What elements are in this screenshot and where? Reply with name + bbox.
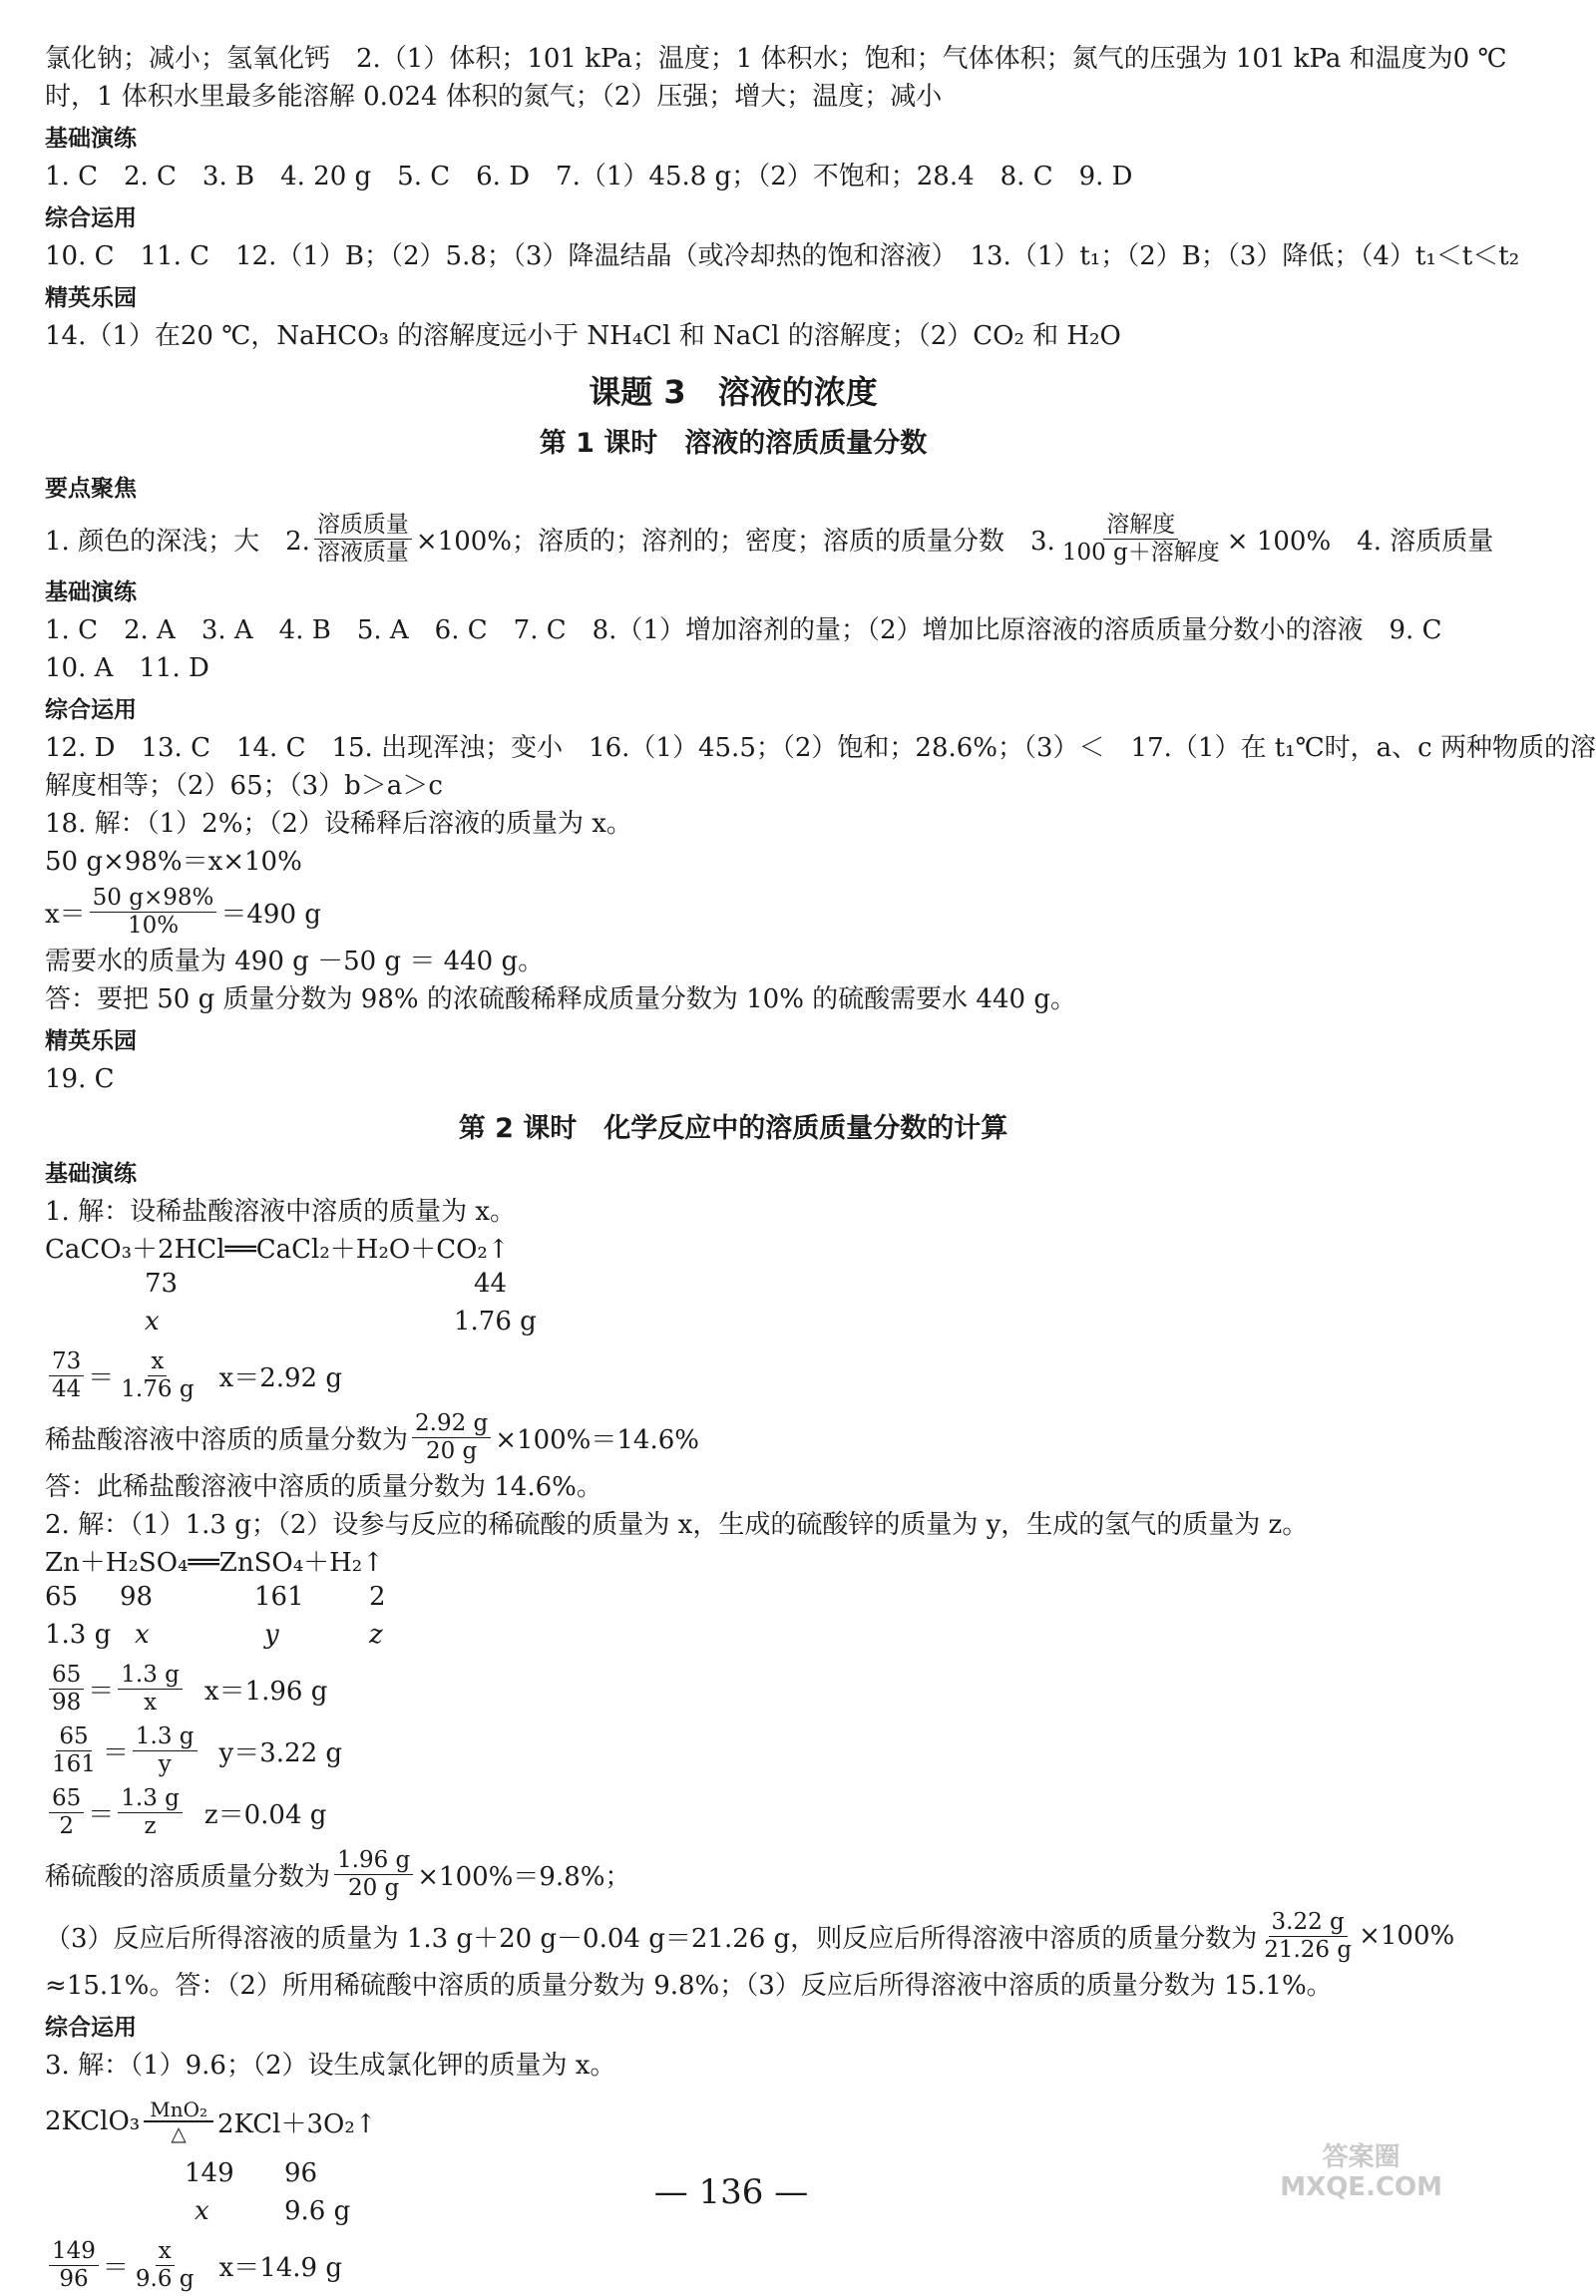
molar-mass: 2 bbox=[369, 1582, 386, 1612]
denominator: y bbox=[158, 1750, 172, 1777]
text-segment: × 100% 4. 溶质质量 bbox=[1226, 526, 1494, 557]
denominator: 44 bbox=[52, 1375, 82, 1402]
denominator: x bbox=[144, 1689, 158, 1716]
molar-mass: 96 bbox=[284, 2158, 318, 2188]
formula-line bbox=[45, 1406, 1421, 1468]
product: 2KCl＋3O₂↑ bbox=[217, 2108, 377, 2139]
numerator: x bbox=[156, 2238, 175, 2266]
text-segment: （3）反应后所得溶液的质量为 1.3 g＋20 g－0.04 g＝21.26 g，则反应后所得溶液中溶质的质量分数为 bbox=[45, 1923, 1258, 1954]
formula-line bbox=[45, 1720, 1421, 1781]
molar-mass: 149 bbox=[185, 2158, 234, 2188]
section-heading: 综合运用 bbox=[45, 205, 137, 231]
numerator: 2.92 g bbox=[412, 1410, 491, 1438]
molar-mass: 98 bbox=[120, 1582, 154, 1612]
numerator: 149 bbox=[49, 2238, 99, 2266]
fraction bbox=[90, 885, 217, 940]
page-content bbox=[45, 40, 1596, 2296]
answer-line: 10. C 11. C 12.（1）B；（2）5.8；（3）降温结晶（或冷却热的饱和溶液） 13.（1）t₁；（2）B；（3）降低；（4）t₁＜t＜t₂ bbox=[45, 241, 1520, 271]
answer-line: 解度相等；（2）65；（3）b＞a＞c bbox=[45, 771, 443, 801]
heat-symbol: △ bbox=[171, 2121, 187, 2145]
variable: z bbox=[369, 1620, 383, 1650]
text-segment: x＝14.9 g bbox=[218, 2252, 343, 2283]
answer-line: 12. D 13. C 14. C 15. 出现浑浊；变小 16.（1）45.5；（2）饱和；28.6%；（3）＜ 17.（1）在 t₁℃时，a、c 两种物质的溶 bbox=[45, 733, 1596, 763]
text-segment: ×100%；溶质的；溶剂的；密度；溶质的质量分数 3. bbox=[415, 526, 1055, 557]
chemical-equation: Zn＋H₂SO₄══ZnSO₄＋H₂↑ bbox=[45, 1548, 385, 1578]
fraction bbox=[118, 1662, 183, 1717]
equals-sign: ＝ bbox=[102, 2252, 129, 2283]
numerator: 65 bbox=[49, 1785, 84, 1813]
fraction bbox=[49, 2238, 99, 2293]
watermark-text: 答案圈 bbox=[1322, 2142, 1400, 2172]
watermark-url: MXQE.COM bbox=[1280, 2172, 1442, 2202]
text-segment: 稀盐酸溶液中溶质的质量分数为 bbox=[45, 1424, 409, 1455]
section-heading: 要点聚焦 bbox=[45, 476, 137, 502]
reactant: 2KClO₃ bbox=[45, 2106, 141, 2136]
answer-line: 19. C bbox=[45, 1064, 115, 1094]
molar-mass: 65 bbox=[45, 1582, 79, 1612]
variable: 1.3 g bbox=[45, 1620, 112, 1650]
formula-line bbox=[45, 1905, 1455, 1967]
molar-mass-row bbox=[45, 1269, 1421, 1307]
numerator: 73 bbox=[49, 1348, 84, 1376]
formula-line bbox=[45, 1344, 1421, 1406]
molar-mass: 73 bbox=[145, 1269, 179, 1299]
equals-sign: ＝ bbox=[88, 1362, 115, 1393]
answer-line: 答：要把 50 g 质量分数为 98% 的浓硫酸稀释成质量分数为 10% 的硫酸需要水 440 g。 bbox=[45, 984, 1076, 1014]
denominator: 21.26 g bbox=[1264, 1936, 1353, 1963]
denominator: 20 g bbox=[347, 1874, 400, 1901]
section-heading: 综合运用 bbox=[45, 697, 137, 723]
text-segment: ×100%＝9.8%； bbox=[417, 1861, 631, 1892]
answer-line: 1. 解：设稀盐酸溶液中溶质的质量为 x。 bbox=[45, 1197, 516, 1227]
text-segment: ×100%＝14.6% bbox=[495, 1424, 699, 1455]
formula-line bbox=[45, 1658, 1421, 1720]
fraction bbox=[49, 1662, 84, 1717]
denominator: 20 g bbox=[425, 1437, 478, 1464]
numerator: 1.96 g bbox=[334, 1847, 413, 1875]
fraction bbox=[49, 1785, 84, 1840]
formula-line bbox=[45, 881, 1421, 943]
variable: 9.6 g bbox=[284, 2196, 351, 2226]
text-segment: 稀硫酸的溶质质量分数为 bbox=[45, 1861, 331, 1892]
fraction bbox=[314, 512, 412, 567]
fraction bbox=[1261, 1909, 1355, 1964]
lesson-title: 第 1 课时 溶液的溶质质量分数 bbox=[539, 428, 928, 459]
text-segment: 1. 颜色的深浅；大 2. bbox=[45, 526, 310, 557]
denominator: 100 g＋溶解度 bbox=[1061, 539, 1220, 566]
denominator: 161 bbox=[52, 1750, 96, 1777]
numerator: 溶解度 bbox=[1103, 512, 1178, 540]
text-segment: ＝490 g bbox=[220, 899, 321, 930]
variable-row bbox=[45, 1307, 1421, 1344]
variable-row bbox=[45, 1620, 1421, 1658]
numerator: 65 bbox=[49, 1662, 84, 1690]
fraction bbox=[118, 1785, 183, 1840]
numerator: 50 g×98% bbox=[90, 885, 217, 913]
catalyst: MnO₂ bbox=[144, 2099, 213, 2122]
chemical-equation: CaCO₃＋2HCl══CaCl₂＋H₂O＋CO₂↑ bbox=[45, 1235, 510, 1265]
section-heading: 基础演练 bbox=[45, 126, 137, 152]
text-segment: ×100% bbox=[1359, 1921, 1455, 1951]
answer-line: 14.（1）在20 ℃，NaHCO₃ 的溶解度远小于 NH₄Cl 和 NaCl 的溶解度；（2）CO₂ 和 H₂O bbox=[45, 321, 1121, 351]
denominator: 9.6 g bbox=[135, 2265, 195, 2292]
fraction bbox=[133, 2238, 198, 2293]
variable: x bbox=[145, 1307, 160, 1337]
fraction bbox=[1059, 512, 1223, 567]
section-heading: 精英乐园 bbox=[45, 285, 137, 311]
answer-line: 时，1 体积水里最多能溶解 0.024 体积的氮气；（2）压强；增大；温度；减小 bbox=[45, 82, 943, 112]
denominator: 10% bbox=[127, 912, 180, 939]
variable: x bbox=[195, 2196, 209, 2226]
molar-mass: 44 bbox=[474, 1269, 508, 1299]
fraction bbox=[49, 1723, 99, 1778]
text-segment: x＝1.96 g bbox=[203, 1676, 328, 1707]
denominator: 溶液质量 bbox=[316, 539, 409, 566]
answer-line: ≈15.1%。答：（2）所用稀硫酸中溶质的质量分数为 9.8%；（3）反应后所得溶液中溶质的质量分数为 15.1%。 bbox=[45, 1971, 1333, 2001]
denominator: 2 bbox=[59, 1812, 74, 1839]
formula-line bbox=[45, 508, 1494, 570]
fraction bbox=[334, 1847, 413, 1902]
fraction bbox=[133, 1723, 198, 1778]
denominator: 98 bbox=[52, 1689, 82, 1716]
numerator: x bbox=[148, 1348, 167, 1376]
answer-line: 1. C 2. C 3. B 4. 20 g 5. C 6. D 7.（1）45.8 g；（2）不饱和；28.4 8. C 9. D bbox=[45, 162, 1133, 191]
denominator: z bbox=[144, 1812, 157, 1839]
equals-sign: ＝ bbox=[88, 1799, 115, 1830]
numerator: 溶质质量 bbox=[314, 512, 412, 540]
watermark-logo bbox=[1280, 2142, 1442, 2202]
section-heading: 精英乐园 bbox=[45, 1028, 137, 1054]
answer-line: 2. 解：（1）1.3 g；（2）设参与反应的稀硫酸的质量为 x，生成的硫酸锌的质量为 y，生成的氢气的质量为 z。 bbox=[45, 1510, 1309, 1540]
formula-line bbox=[45, 2234, 1421, 2296]
text-segment: z＝0.04 g bbox=[203, 1799, 327, 1830]
formula-line bbox=[45, 1843, 1421, 1905]
molar-mass: 161 bbox=[254, 1582, 304, 1612]
numerator: 1.3 g bbox=[118, 1785, 183, 1813]
answer-line: 1. C 2. A 3. A 4. B 5. A 6. C 7. C 8.（1）增加溶剂的量；（2）增加比原溶液的溶质质量分数小的溶液 9. C bbox=[45, 615, 1442, 645]
answer-line: 18. 解：（1）2%；（2）设稀释后溶液的质量为 x。 bbox=[45, 809, 632, 839]
section-heading: 综合运用 bbox=[45, 2015, 137, 2041]
answer-line: 需要水的质量为 490 g －50 g ＝ 440 g。 bbox=[45, 947, 545, 976]
text-segment: x＝ bbox=[45, 899, 86, 930]
chemical-equation bbox=[45, 2085, 1421, 2158]
numerator: 3.22 g bbox=[1269, 1909, 1348, 1937]
page-number: — 136 — bbox=[653, 2172, 809, 2212]
reaction-condition bbox=[144, 2099, 213, 2144]
denominator: 1.76 g bbox=[121, 1375, 195, 1402]
section-heading: 基础演练 bbox=[45, 1161, 137, 1187]
formula-line bbox=[45, 1781, 1421, 1843]
text-segment: y＝3.22 g bbox=[218, 1737, 343, 1768]
molar-mass-row bbox=[45, 1582, 1421, 1620]
answer-line: 10. A 11. D bbox=[45, 653, 209, 683]
numerator: 65 bbox=[56, 1723, 91, 1751]
numerator: 1.3 g bbox=[133, 1723, 198, 1751]
text-segment: x＝2.92 g bbox=[218, 1362, 343, 1393]
answer-line: 50 g×98%＝x×10% bbox=[45, 847, 302, 877]
variable: x bbox=[135, 1620, 150, 1650]
topic-title: 课题 3 溶液的浓度 bbox=[589, 373, 878, 411]
answer-line: 氯化钠；减小；氢氧化钙 2.（1）体积；101 kPa；温度；1 体积水；饱和；气体体积；氮气的压强为 101 kPa 和温度为0 ℃ bbox=[45, 44, 1507, 74]
fraction bbox=[49, 1348, 84, 1403]
variable: 1.76 g bbox=[454, 1307, 537, 1337]
fraction bbox=[118, 1348, 197, 1403]
numerator: 1.3 g bbox=[118, 1662, 183, 1690]
section-heading: 基础演练 bbox=[45, 579, 137, 605]
equals-sign: ＝ bbox=[88, 1676, 115, 1707]
answer-line: 3. 解：（1）9.6；（2）设生成氯化钾的质量为 x。 bbox=[45, 2051, 616, 2081]
variable: y bbox=[264, 1620, 279, 1650]
lesson-title: 第 2 课时 化学反应中的溶质质量分数的计算 bbox=[458, 1113, 1008, 1144]
equals-sign: ＝ bbox=[102, 1737, 129, 1768]
answer-line: 答：此稀盐酸溶液中溶质的质量分数为 14.6%。 bbox=[45, 1472, 602, 1502]
denominator: 96 bbox=[59, 2265, 89, 2292]
fraction bbox=[412, 1410, 491, 1465]
